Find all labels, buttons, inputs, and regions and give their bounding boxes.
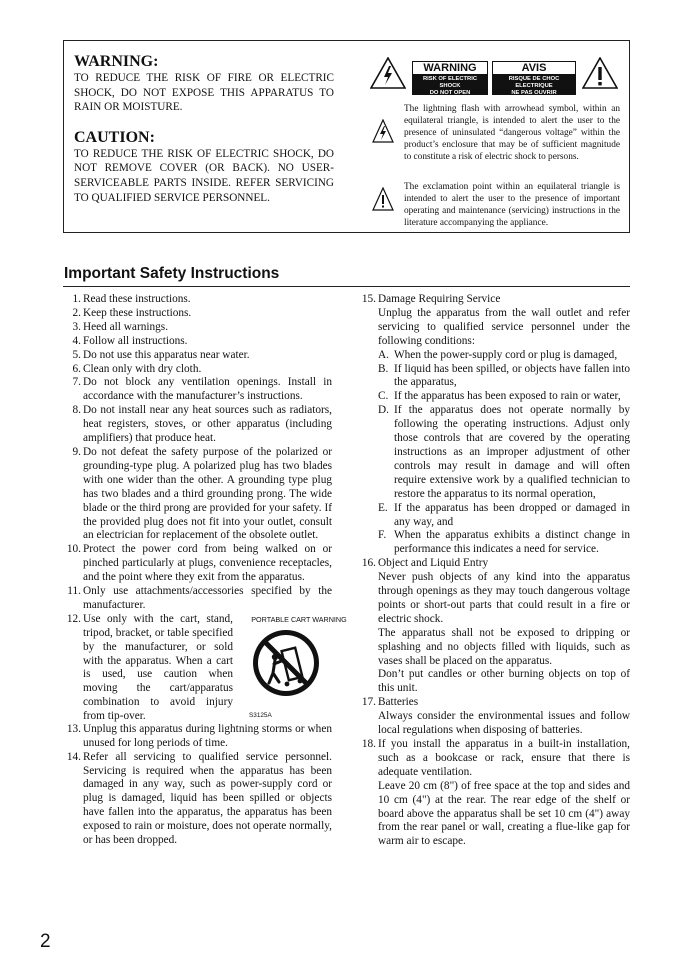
label-warning-title: WARNING [423,62,477,74]
warning-text: TO REDUCE THE RISK OF FIRE OR ELECTRIC SHOCK, DO NOT EXPOSE THIS APPARATUS TO RAIN OR MOISTURE. [74,72,334,114]
sub-letter: B. [378,362,389,375]
sub-text: If the apparatus has been dropped or damaged in any way, and [394,501,630,528]
item-number: 18. [361,738,376,750]
item-number: 15. [361,293,376,305]
item-number: 17. [361,696,376,709]
item-number: 4. [72,334,81,347]
list-item [361,696,630,738]
list-item [66,585,332,613]
item-number: 12. [66,612,81,625]
caution-text: TO REDUCE THE RISK OF ELECTRIC SHOCK, DO NOT REMOVE COVER (OR BACK). NO USER-SERVICEABLE PARTS INSIDE. REFER SERVICING TO QUALIFIED SERVICE PERSONNEL. [74,147,334,204]
item-title: Damage Requiring Service [378,293,501,305]
symbol-panel [356,47,622,227]
item-number: 5. [72,348,81,361]
list-item [66,307,332,321]
item-text: Refer all servicing to qualified service personnel. Servicing is required when the apparatus has been damaged in any way, such as power-supply cord or plug is damaged, liquid has been spilled or objects have fallen into the apparatus, the apparatus has been exposed to rain or moisture, does not operate normally, or has been dropped. [83,750,332,847]
item-number: 3. [72,320,81,333]
item-text: Do not block any ventilation openings. Install in accordance with the manufacturer’s instructions. [83,376,332,403]
figure-caption: PORTABLE CART WARNING [251,614,347,624]
cart-tipover-icon [251,627,321,699]
item-text: Never push objects of any kind into the apparatus through openings as they may touch dangerous voltage points or short-out parts that could result in a fire or electric shock. [378,571,630,625]
sub-letter: C. [378,390,389,403]
item-text: Heed all warnings. [83,320,169,333]
sub-letter: E. [378,501,388,514]
exclamation-description: The exclamation point within an equilateral triangle is intended to alert the user to the presence of important operating and maintenance (servicing) instructions in the literature accompanying the appliance. [404,182,620,228]
item-text: Unplug this apparatus during lightning storms or when unused for long periods of time. [83,722,332,749]
warning-box [63,40,630,233]
warning-heading: WARNING: [74,53,159,70]
list-item [66,321,332,335]
figure-id: S3125A [249,711,272,719]
sub-item [378,404,630,501]
label-avis-title: AVIS [521,62,547,74]
item-number: 7. [72,376,81,389]
sub-letter: A. [378,348,389,361]
item-text: Unplug the apparatus from the wall outlet and refer servicing to qualified service personnel under the following conditions: [378,306,630,347]
sub-text: When the apparatus exhibits a distinct change in performance this indicates a need for service. [394,529,630,556]
sub-item [378,529,630,557]
list-item [66,376,332,404]
item-number: 2. [72,306,81,319]
item-text: Use only with the cart, stand, tripod, bracket, or table specified by the manufacturer, or sold with the apparatus. When a cart is used, use caution when moving the cart/apparatus combination to avoid injury from tip-over. [83,612,233,723]
label-avis-sub1: RISQUE DE CHOC ELECTRIQUE [508,76,560,89]
list-item [66,446,332,543]
label-warning-sub [413,74,487,94]
item-number: 8. [72,404,81,417]
cart-item-wrap [83,612,347,723]
item-text: Read these instructions. [83,293,191,305]
label-avis-sub2: NE PAS OUVRIR [511,90,557,96]
list-item [361,557,630,696]
item-number: 11. [67,585,81,598]
item-text: Follow all instructions. [83,334,188,347]
label-avis-sub [493,74,575,94]
caution-heading: CAUTION: [74,128,155,146]
list-item [66,723,332,751]
item-number: 14. [66,750,81,763]
warning-label [412,61,488,95]
item-text: Leave 20 cm (8") of free space at the top and sides and 10 cm (4") at the rear. The rear edge of the shelf or board above the apparatus shall be set 10 cm (4") away from the rear panel or wall, creating a flue-like gap for warm air to escape. [378,779,630,848]
sub-item [378,502,630,530]
item-text: Don’t put candles or other burning objects on top of this unit. [378,668,630,695]
label-warning-sub1: RISK OF ELECTRIC SHOCK [422,76,478,89]
section-title: Important Safety Instructions [64,265,280,282]
item-text: Clean only with dry cloth. [83,362,202,375]
sub-text: If liquid has been spilled, or objects have fallen into the apparatus, [394,362,630,389]
title-rule [63,286,630,287]
exclamation-triangle-icon [372,187,394,211]
instruction-list-continued [66,723,332,848]
lightning-description: The lightning flash with arrowhead symbol, within an equilateral triangle, is intended to alert the user to the presence of uninsulated “dangerous voltage” within the product’s enclosure that may be of sufficient magnitude to constitute a risk of electric shock to persons. [404,104,620,162]
right-column [361,293,630,849]
item-number: 1. [72,293,81,305]
sub-item [378,390,630,404]
item-text: Protect the power cord from being walked on or pinched particularly at plugs, convenience receptacles, and the point where they exit from the apparatus. [83,543,332,584]
list-item [361,293,630,557]
item-text: Do not install near any heat sources such as radiators, heat registers, stoves, or other apparatus (including amplifiers) that produce heat. [83,404,332,445]
page-number: 2 [40,931,51,952]
left-column [66,293,347,848]
item-text: If you install the apparatus in a built-in installation, such as a bookcase or rack, ensure that there is adequate ventilation. [378,738,630,778]
item-text: Only use attachments/accessories specified by the manufacturer. [83,585,332,611]
sub-text: When the power-supply cord or plug is damaged, [394,348,618,361]
instruction-list [66,293,332,613]
item-number: 9. [72,445,81,458]
list-item [361,738,630,849]
list-item [66,612,347,723]
warning-caution-text [74,53,334,205]
list-item [66,293,332,307]
sub-item [378,349,630,363]
sub-text: If the apparatus does not operate normally by following the operating instructions. Adjust only those controls that are covered by the operating instructions as an improper adjustment of other controls may result in damage and will often require extensive work by a qualified technician to restore the apparatus to its normal operation, [394,404,630,500]
item-text: The apparatus shall not be exposed to dripping or splashing and no objects filled with liquids, such as vases shall be placed on the apparatus. [378,626,630,667]
list-item [66,349,332,363]
item-title: Batteries [378,696,419,709]
item-text: Do not defeat the safety purpose of the polarized or grounding-type plug. A polarized plug has two blades with one wider than the other. A grounding type plug has two blades and a third grounding prong. The wide blade or the third prong are provided for your safety. If the provided plug does not fit into your outlet, consult an electrician for replacement of the obsolete outlet. [83,445,332,542]
sub-letter: D. [378,404,389,417]
list-item [66,363,332,377]
item-number: 16. [361,557,376,570]
list-item [66,543,332,585]
item-text: Keep these instructions. [83,306,192,319]
item-text: Do not use this apparatus near water. [83,348,250,361]
sub-item [378,363,630,391]
sub-text: If the apparatus has been exposed to rain or water, [394,390,621,403]
sub-letter: F. [378,529,387,542]
item-number: 13. [66,722,81,735]
list-item [66,335,332,349]
list-item [66,751,332,848]
lightning-triangle-icon [370,57,406,89]
avis-label [492,61,576,95]
cart-warning-figure [247,613,351,723]
list-item [66,404,332,446]
sub-list [378,349,630,558]
lightning-triangle-icon [372,119,394,143]
item-number: 6. [72,362,81,375]
exclamation-triangle-icon [582,57,618,89]
label-warning-sub2: DO NOT OPEN [429,90,471,96]
item-text: Always consider the environmental issues and follow local regulations when disposing of batteries. [378,710,630,737]
item-number: 10. [66,543,81,556]
item-title: Object and Liquid Entry [378,557,489,570]
